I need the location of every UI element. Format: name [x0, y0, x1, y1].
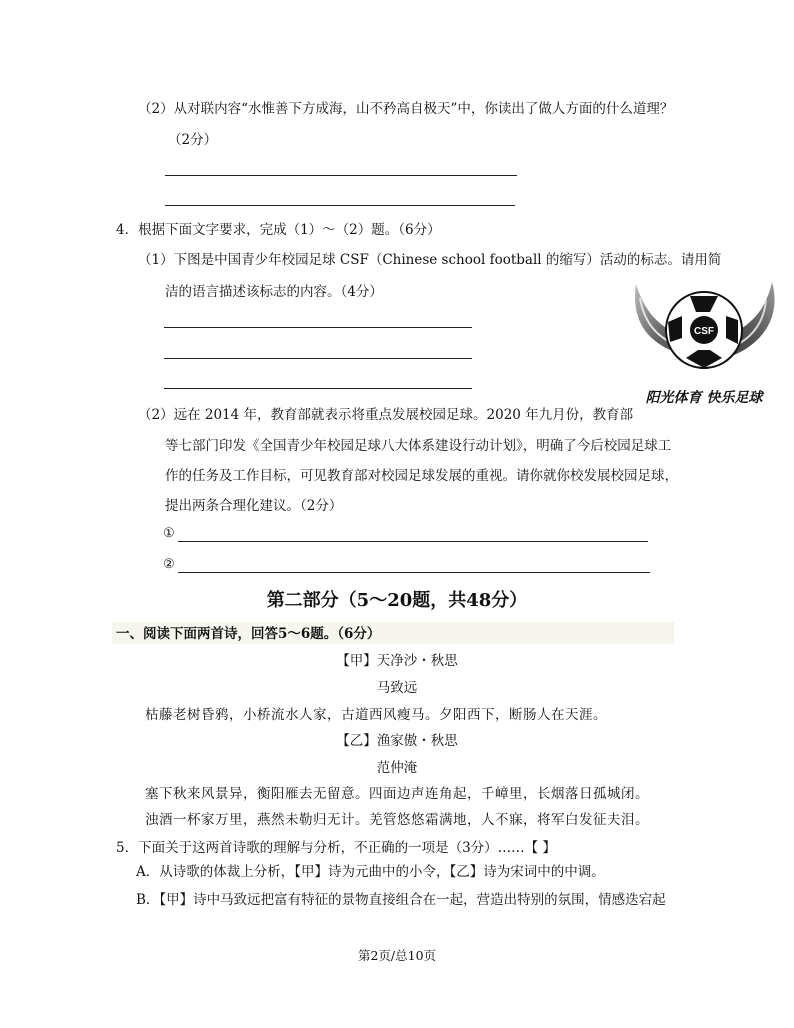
q4-2-line2: 等七部门印发《全国青少年校园足球八大体系建设行动计划》，明确了今后校园足球工: [165, 438, 672, 454]
poem2-line1: 塞下秋来风景异，衡阳雁去无留意。四面边声连角起，千嶂里，长烟落日孤城闭。: [145, 786, 649, 802]
answer-line: [178, 541, 648, 542]
q4-1-line1: （1）下图是中国青少年校园足球 CSF（Chinese school football 的缩写）活动的标志。请用简: [138, 252, 722, 268]
q3-2-points: （2分）: [168, 132, 218, 148]
poem1-text: 枯藤老树昏鸦，小桥流水人家，古道西风瘦马。夕阳西下，断肠人在天涯。: [145, 707, 607, 723]
q4-1-line2: 洁的语言描述该标志的内容。（4分）: [165, 284, 383, 300]
poem1-author: 马致远: [376, 680, 418, 696]
q4-2-line4: 提出两条合理化建议。（2分）: [165, 498, 343, 514]
answer-line: [164, 388, 472, 389]
poem2-author: 范仲淹: [376, 760, 418, 776]
suggestion-1-marker: ①: [163, 526, 175, 541]
q5-option-a: A．从诗歌的体裁上分析，【甲】诗为元曲中的小令，【乙】诗为宋词中的中调。: [136, 864, 605, 880]
poem1-title: 【甲】天净沙・秋思: [336, 653, 458, 669]
part2-title: 第二部分（5～20题，共48分）: [266, 590, 528, 611]
q3-2-line1: （2）从对联内容“水惟善下方成海，山不矜高自极天”中，你读出了做人方面的什么道理？: [138, 101, 674, 117]
logo-slogan: 阳光体育 快乐足球: [645, 390, 763, 406]
poem2-line2: 浊酒一杯家万里，燕然未勒归无计。羌管悠悠霜满地，人不寐，将军白发征夫泪。: [145, 812, 649, 828]
answer-line: [178, 572, 650, 573]
q5-option-b: B．【甲】诗中马致远把富有特征的景物直接组合在一起，营造出特别的氛围，情感迭宕起: [136, 892, 666, 908]
answer-line: [165, 205, 515, 206]
section1-heading: 一、阅读下面两首诗，回答5～6题。（6分）: [116, 626, 381, 642]
csf-logo: [630, 278, 778, 410]
answer-line: [164, 358, 472, 359]
q4-2-line1: （2）远在 2014 年，教育部就表示将重点发展校园足球。2020 年九月份，教育部: [138, 407, 634, 423]
logo-ball-text: CSF: [694, 326, 714, 337]
q4-2-line3: 作的任务及工作目标，可见教育部对校园足球发展的重视。请你就你校发展校园足球，: [165, 468, 678, 484]
page-number: 第2页/总10页: [357, 948, 437, 963]
poem2-title: 【乙】渔家傲・秋思: [336, 733, 458, 749]
answer-line: [165, 175, 517, 176]
q4-header: 4．根据下面文字要求，完成（1）～（2）题。（6分）: [116, 222, 441, 238]
answer-line: [164, 327, 472, 328]
q5-stem: 5．下面关于这两首诗歌的理解与分析，不正确的一项是（3分）……【 】: [116, 840, 556, 856]
suggestion-2-marker: ②: [163, 557, 175, 572]
